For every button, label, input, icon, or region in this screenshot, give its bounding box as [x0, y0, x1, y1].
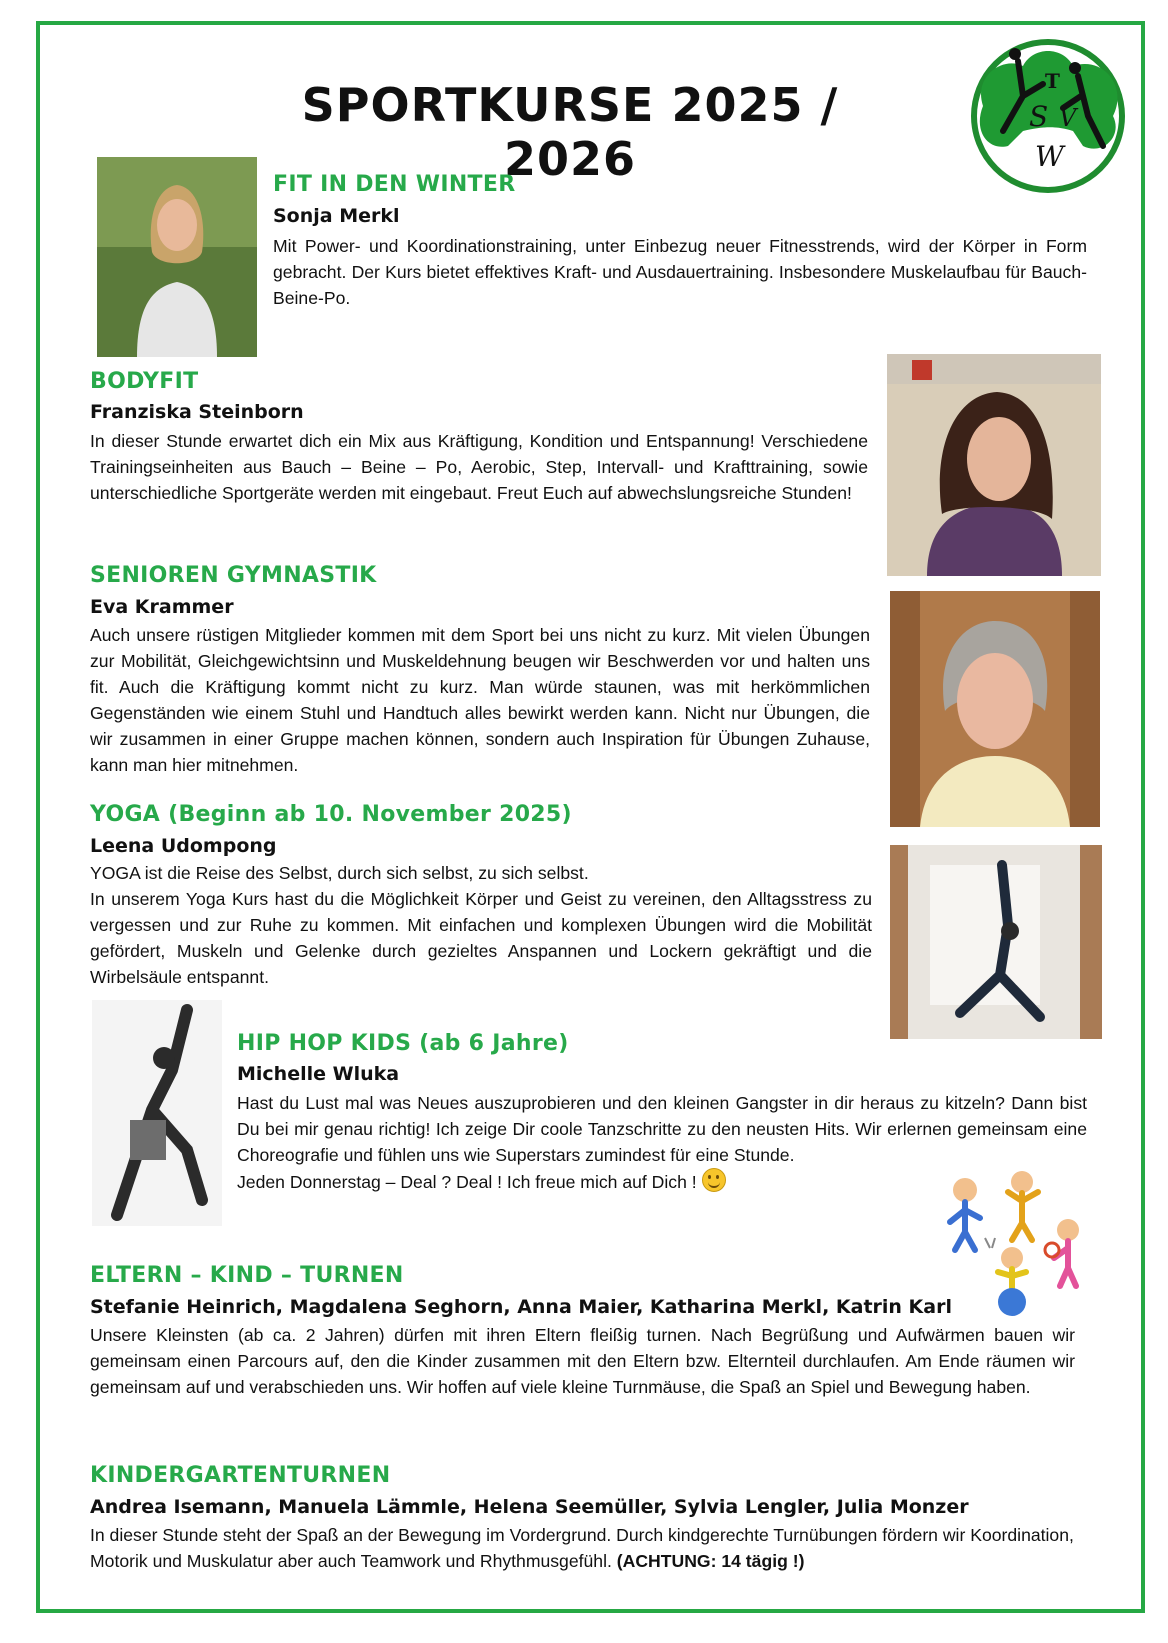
kids-clipart: [940, 1168, 1090, 1318]
instructor-name-sonja: Sonja Merkl: [273, 205, 400, 227]
section-text-kindergartenturnen: [90, 1522, 1075, 1574]
section-text: Auch unsere rüstigen Mitglieder kommen mit dem Sport bei uns nicht zu kurz. Mit vielen Übungen zur Mobilität, Gleichgewichtsinn und Muskeldehnung beugen wir Beschwerden vor und halten uns fit. Auch die Kräftigung kommt nicht zu kurz. Man würde staunen, was mit herkömmlichen Gegenständen wie einem Stuhl und Handtuch alles bewirkt werden kann. Nicht nur Übungen, die wir zusammen in einer Gruppe machen können, sondern auch Inspiration für Übungen Zuhause, kann man hier mitnehmen.: [90, 625, 870, 775]
section-text-last: Jeden Donnerstag – Deal ? Deal ! Ich freue mich auf Dich !: [237, 1172, 697, 1192]
instructor-name-michelle: Michelle Wluka: [237, 1063, 400, 1085]
biweekly-note: (ACHTUNG: 14 tägig !): [616, 1551, 805, 1571]
section-title-bodyfit: BODYFIT: [90, 369, 199, 394]
instructor-names-eltern-kind: Stefanie Heinrich, Magdalena Seghorn, Anna Maier, Katharina Merkl, Katrin Karl: [90, 1296, 952, 1318]
section-text-intro: YOGA ist die Reise des Selbst, durch sich selbst, zu sich selbst.: [90, 863, 589, 883]
section-title-yoga: YOGA (Beginn ab 10. November 2025): [90, 802, 572, 827]
logo-letter-t: T: [1045, 69, 1060, 93]
section-title-senioren-gymnastik: SENIOREN GYMNASTIK: [90, 563, 377, 588]
section-title-kindergartenturnen: KINDERGARTENTURNEN: [90, 1463, 391, 1488]
section-text-senioren-gymnastik: [90, 622, 870, 778]
section-text: Unsere Kleinsten (ab ca. 2 Jahren) dürfen mit ihren Eltern fleißig turnen. Nach Begrüßung und Aufwärmen bauen wir gemeinsam einen Parcours auf, den die Kinder zusammen mit den Eltern bzw. Elternteil durchlaufen. Am Ende räumen wir gemeinsam auf und verabschieden uns. Wir hoffen auf viele kleine Turnmäuse, die Spaß an Spiel und Bewegung haben.: [90, 1325, 1075, 1397]
logo-letter-w: W: [1035, 140, 1064, 173]
instructor-name-franziska: Franziska Steinborn: [90, 401, 304, 423]
club-logo: [963, 36, 1133, 196]
logo-letter-s: S: [1029, 100, 1049, 133]
section-text: In unserem Yoga Kurs hast du die Möglichkeit Körper und Geist zu vereinen, den Alltagsstress zu vergessen und zur Ruhe zu kommen. Mit einfachen und komplexen Übungen wird die Mobilität gefördert, Muskeln und Gelenke durch gezieltes Anspannen und Lockern gekräftigt und die Wirbelsäule entspannt.: [90, 889, 872, 987]
instructor-photo-franziska: [887, 354, 1101, 576]
section-text: Hast du Lust mal was Neues auszuprobieren und den kleinen Gangster in dir heraus zu kitzeln? Dann bist Du bei mir genau richtig! Ich zeige Dir coole Tanzschritte zu den neusten Hits. Wir erlernen gemeinsam eine Choreografie und fühlen uns wie Superstars zumindest für eine Stunde.: [237, 1093, 1087, 1165]
section-text: In dieser Stunde erwartet dich ein Mix aus Kräftigung, Kondition und Entspannung! Verschiedene Trainingseinheiten aus Bauch – Beine – Po, Aerobic, Step, Intervall- und Krafttraining, sowie unterschiedliche Sportgeräte werden mit eingebaut. Freut Euch auf abwechslungsreiche Stunden!: [90, 431, 868, 503]
instructor-name-eva: Eva Krammer: [90, 596, 234, 618]
instructor-photo-eva: [890, 591, 1100, 827]
section-text-eltern-kind-turnen: [90, 1322, 1075, 1400]
section-text-yoga: [90, 860, 872, 990]
section-text-fit-in-den-winter: [273, 233, 1087, 311]
instructor-photo-sonja: [97, 157, 257, 357]
instructor-photo-leena: [890, 845, 1102, 1039]
instructor-names-kindergarten: Andrea Isemann, Manuela Lämmle, Helena Seemüller, Sylvia Lengler, Julia Monzer: [90, 1496, 969, 1518]
section-title-hip-hop-kids: HIP HOP KIDS (ab 6 Jahre): [237, 1031, 569, 1056]
page-title: SPORTKURSE 2025 / 2026: [301, 78, 839, 186]
instructor-photo-michelle: [92, 1000, 222, 1226]
section-title-eltern-kind-turnen: ELTERN – KIND – TURNEN: [90, 1263, 404, 1288]
logo-letter-v: V: [1059, 104, 1077, 132]
smiley-icon: [702, 1168, 726, 1192]
instructor-name-leena: Leena Udompong: [90, 835, 277, 857]
section-text: Mit Power- und Koordinationstraining, unter Einbezug neuer Fitnesstrends, wird der Körper in Form gebracht. Der Kurs bietet effektives Kraft- und Ausdauertraining. Insbesondere Muskelaufbau für Bauch-Beine-Po.: [273, 236, 1087, 308]
section-text-bodyfit: [90, 428, 868, 506]
section-text: In dieser Stunde steht der Spaß an der Bewegung im Vordergrund. Durch kindgerechte Turnübungen fördern wir Koordination, Motorik und Muskulatur aber auch Teamwork und Rhythmusgefühl.: [90, 1525, 1074, 1571]
section-title-fit-in-den-winter: FIT IN DEN WINTER: [273, 172, 516, 197]
